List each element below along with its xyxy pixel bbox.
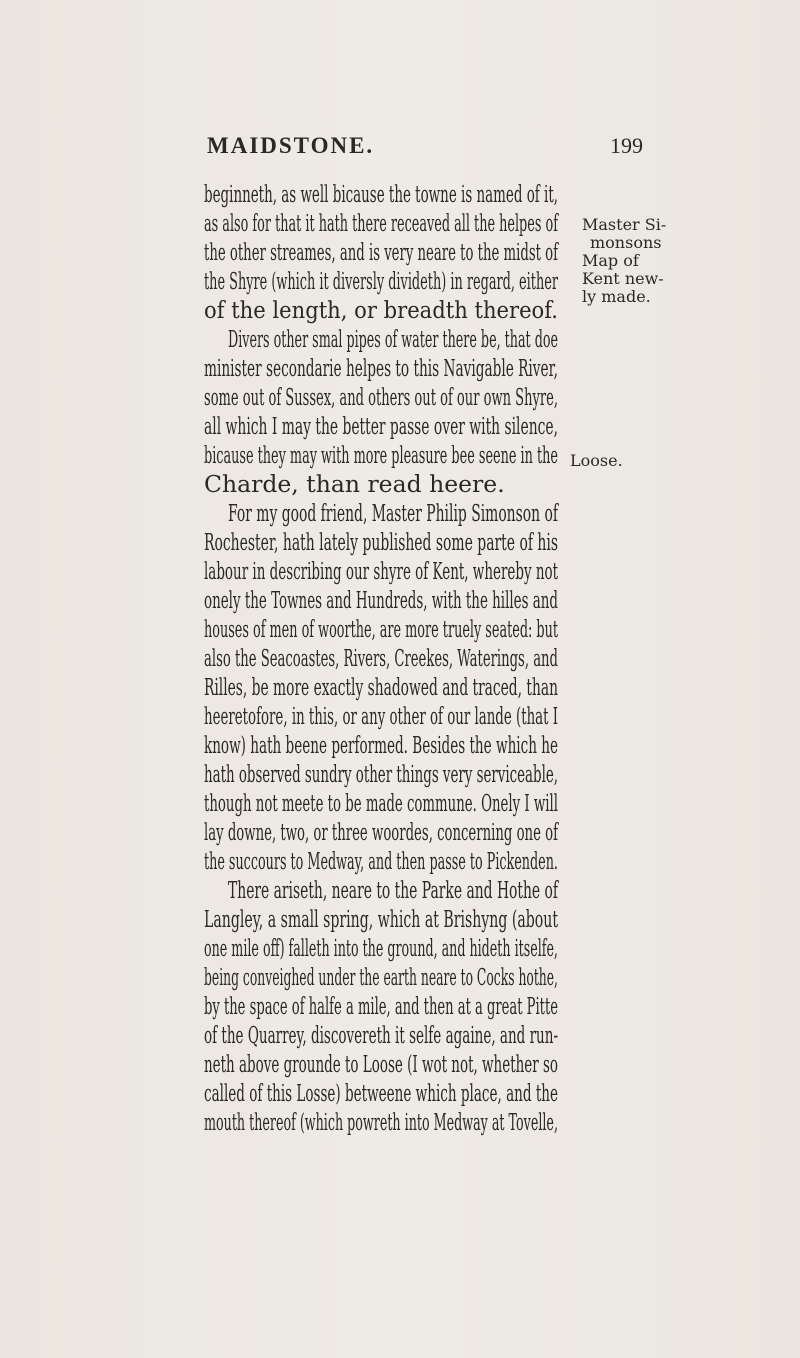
text-line xyxy=(0,615,800,644)
text-line xyxy=(0,876,800,905)
margin-note: monsons xyxy=(590,233,662,252)
text-line-content: neth above grounde to Loose (I wot not, whether so xyxy=(204,1050,558,1078)
text-line xyxy=(0,992,800,1021)
text-line xyxy=(0,557,800,586)
text-line xyxy=(0,1079,800,1108)
margin-note: Master Si- xyxy=(582,215,667,234)
text-line xyxy=(0,238,800,270)
page-header xyxy=(0,133,800,163)
text-line xyxy=(0,789,800,818)
text-line-content: mouth thereof (which powreth into Medway at Tovelle, xyxy=(204,1108,558,1136)
text-line-content: Rochester, hath lately published some parte of his xyxy=(204,528,558,556)
text-line xyxy=(0,702,800,731)
text-line xyxy=(0,412,800,441)
text-line xyxy=(0,470,800,499)
text-line-content: also the Seacoastes, Rivers, Creekes, Waterings, and xyxy=(204,644,558,672)
text-line-content: some out of Sussex, and others out of our own Shyre, xyxy=(204,383,559,411)
margin-note: Kent new- xyxy=(582,269,664,288)
text-line xyxy=(0,209,800,238)
text-line-content: all which I may the better passe over with silence, xyxy=(204,412,558,440)
text-line xyxy=(0,499,800,528)
margin-note: ly made. xyxy=(582,287,651,306)
text-line xyxy=(0,528,800,557)
text-line xyxy=(0,383,800,412)
margin-note: Loose. xyxy=(570,451,623,470)
text-line-content: the Shyre (which it diversly divideth) in regard, either xyxy=(204,267,559,295)
text-line-content: beginneth, as well bicause the towne is named of it, xyxy=(204,180,558,208)
text-line-content: Langley, a small spring, which at Brishyng (about xyxy=(204,905,558,933)
text-line-content: called of this Losse) betweene which place, and the xyxy=(204,1079,558,1107)
text-line xyxy=(0,847,800,876)
text-line-content: There ariseth, neare to the Parke and Hothe of xyxy=(228,876,559,904)
text-line xyxy=(0,1108,800,1137)
text-line-content: onely the Townes and Hundreds, with the hilles and xyxy=(204,586,559,614)
text-line-content: labour in describing our shyre of Kent, whereby not xyxy=(204,557,559,585)
text-line-content: the other streames, and is very neare to the midst of xyxy=(204,238,559,266)
text-line-content: of the length, or breadth thereof. xyxy=(204,296,558,324)
text-line xyxy=(0,644,800,673)
text-line xyxy=(0,818,800,847)
text-line-content: Divers other smal pipes of water there be, that doe xyxy=(228,325,559,353)
text-line-content: the succours to Medway, and then passe to Pickenden. xyxy=(204,847,558,875)
text-line-content: Charde, than read heere. xyxy=(204,470,505,498)
text-line xyxy=(0,586,800,615)
margin-note: Map of xyxy=(582,251,639,270)
text-line xyxy=(0,296,800,325)
text-line xyxy=(0,267,800,296)
text-line xyxy=(0,905,800,934)
text-line-content: lay downe, two, or three woordes, concerning one of xyxy=(204,818,558,846)
text-line xyxy=(0,1021,800,1050)
text-line-content: hath observed sundry other things very serviceable, xyxy=(204,760,559,788)
text-line-content: by the space of halfe a mile, and then at a great Pitte xyxy=(204,992,558,1020)
text-line xyxy=(0,731,800,760)
text-line-content: For my good friend, Master Philip Simonson of xyxy=(228,499,558,527)
text-line-content: Rilles, be more exactly shadowed and traced, than xyxy=(204,673,558,701)
text-line-content: one mile off) falleth into the ground, and hideth itselfe, xyxy=(204,934,558,962)
text-line xyxy=(0,1050,800,1079)
text-line-content: heeretofore, in this, or any other of our lande (that I xyxy=(204,702,559,730)
text-line-content: bicause they may with more pleasure bee seene in the xyxy=(204,441,558,469)
text-line xyxy=(0,180,800,209)
text-line xyxy=(0,325,800,354)
text-line xyxy=(0,934,800,963)
text-line-content: though not meete to be made commune. Onely I will xyxy=(204,789,559,817)
text-line xyxy=(0,354,800,383)
page-number: 199 xyxy=(610,133,643,158)
running-title: MAIDSTONE. xyxy=(207,133,375,158)
text-line-content: houses of men of woorthe, are more truely seated: but xyxy=(204,615,559,643)
text-line-content: as also for that it hath there receaved all the helpes of xyxy=(204,209,558,237)
text-line xyxy=(0,441,800,470)
text-line-content: know) hath beene performed. Besides the which he xyxy=(204,731,558,759)
text-line xyxy=(0,673,800,702)
text-line xyxy=(0,760,800,789)
text-line-content: of the Quarrey, discovereth it selfe againe, and run- xyxy=(204,1021,559,1049)
text-line-content: minister secondarie helpes to this Navigable River, xyxy=(204,354,558,382)
text-line xyxy=(0,963,800,992)
text-line-content: being conveighed under the earth neare to Cocks hothe, xyxy=(204,963,558,991)
